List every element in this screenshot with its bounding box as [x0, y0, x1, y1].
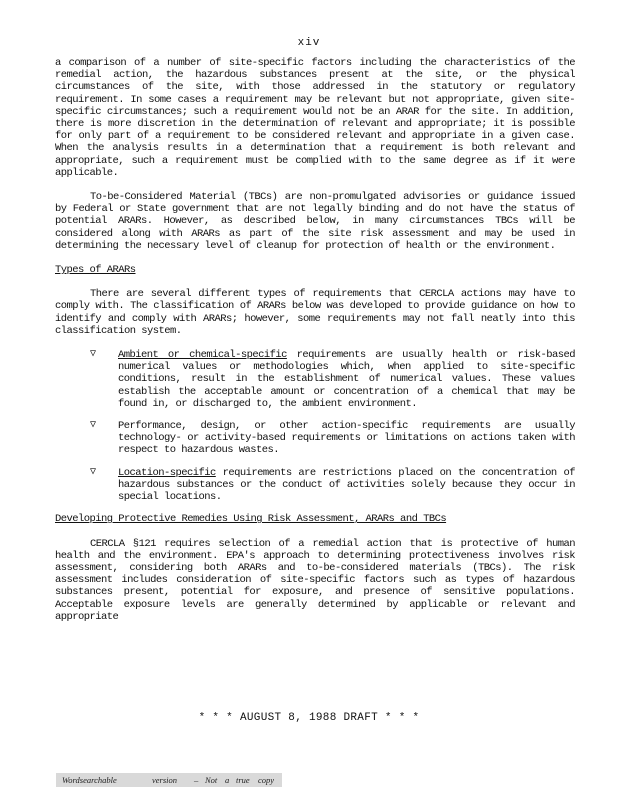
- banner-word: version: [152, 775, 178, 785]
- banner-word: true: [236, 775, 250, 785]
- banner-word: a: [225, 775, 230, 785]
- paragraph: CERCLA §121 requires selection of a remedial action that is protective of human health and the environment. EPA's approach to determining protectiveness involves risk assessment, considering both ARARs and to-be-considered materials (TBCs). The risk assessment includes consideration of site-specific factors such as types of hazardous substances present, potential for exposure, and presence of sensitive populations. Acceptable exposure levels are generally determined by applicable or relevant and appropriate: [55, 537, 575, 623]
- paragraph: To-be-Considered Material (TBCs) are non-promulgated advisories or guidance issued by Federal or State government that are not legally binding and do not have the status of potential ARARs. However, as described below, in many circumstances TBCs will be considered along with ARARs as part of the site risk assessment and may be used in determining the necessary level of cleanup for protection of health or the environment.: [55, 191, 575, 252]
- bullet-list: [55, 349, 575, 503]
- section-heading: Types of ARARs: [55, 264, 136, 277]
- list-item: [55, 467, 575, 504]
- list-item: [55, 420, 575, 457]
- banner-word: copy: [258, 775, 275, 785]
- bullet-term: Performance, design, or other action-specific: [118, 420, 408, 433]
- triangle-bullet-icon: ▽: [90, 466, 96, 478]
- section-heading: Developing Protective Remedies Using Risk Assessment, ARARs and TBCs: [55, 513, 447, 526]
- banner-word: –: [194, 775, 199, 785]
- draft-footer: * * * AUGUST 8, 1988 DRAFT * * *: [198, 712, 420, 724]
- bullet-text: requirements are usually technology- or activity-based requirements or limitations on actions taken with respect to hazardous wastes.: [118, 420, 576, 457]
- list-item: [55, 349, 575, 410]
- banner-word: Wordsearchable: [62, 775, 117, 785]
- page-number: xiv: [297, 37, 321, 49]
- triangle-bullet-icon: ▽: [90, 349, 96, 361]
- watermark-banner: [56, 773, 282, 787]
- document-body: [55, 57, 575, 623]
- bullet-term: Ambient or chemical-specific: [118, 349, 287, 362]
- paragraph: a comparison of a number of site-specific factors including the characteristics of the remedial action, the hazardous substances present at the site, or the physical circumstances of the site, with those addressed in the statutory or regulatory requirement. In some cases a requirement may be relevant but not appropriate, given site-specific circumstances; such a requirement would not be an ARAR for the site. In addition, there is more discretion in the determination of relevant and appropriate; it is possible for only part of a requirement to be considered relevant and appropriate in a given case. When the analysis results in a determination that a requirement is both relevant and appropriate, such a requirement must be complied with to the same degree as if it were applicable.: [55, 57, 575, 179]
- paragraph: There are several different types of requirements that CERCLA actions may have to comply with. The classification of ARARs below was developed to provide guidance on how to identify and comply with ARARs; however, some requirements may not fall neatly into this classification system.: [55, 288, 575, 337]
- bullet-text: requirements are restrictions placed on the concentration of hazardous substances or the conduct of activities solely because they occur in special locations.: [118, 466, 575, 504]
- bullet-text: requirements are usually health or risk-based numerical values or methodologies which, when applied to site-specific conditions, result in the establishment of numerical values. These values establish the acceptable amount or concentration of a chemical that may be found in, or discharged to, the ambient environment.: [118, 349, 575, 410]
- bullet-term: Location-specific: [118, 466, 216, 479]
- triangle-bullet-icon: ▽: [90, 420, 96, 432]
- banner-word: Not: [205, 775, 218, 785]
